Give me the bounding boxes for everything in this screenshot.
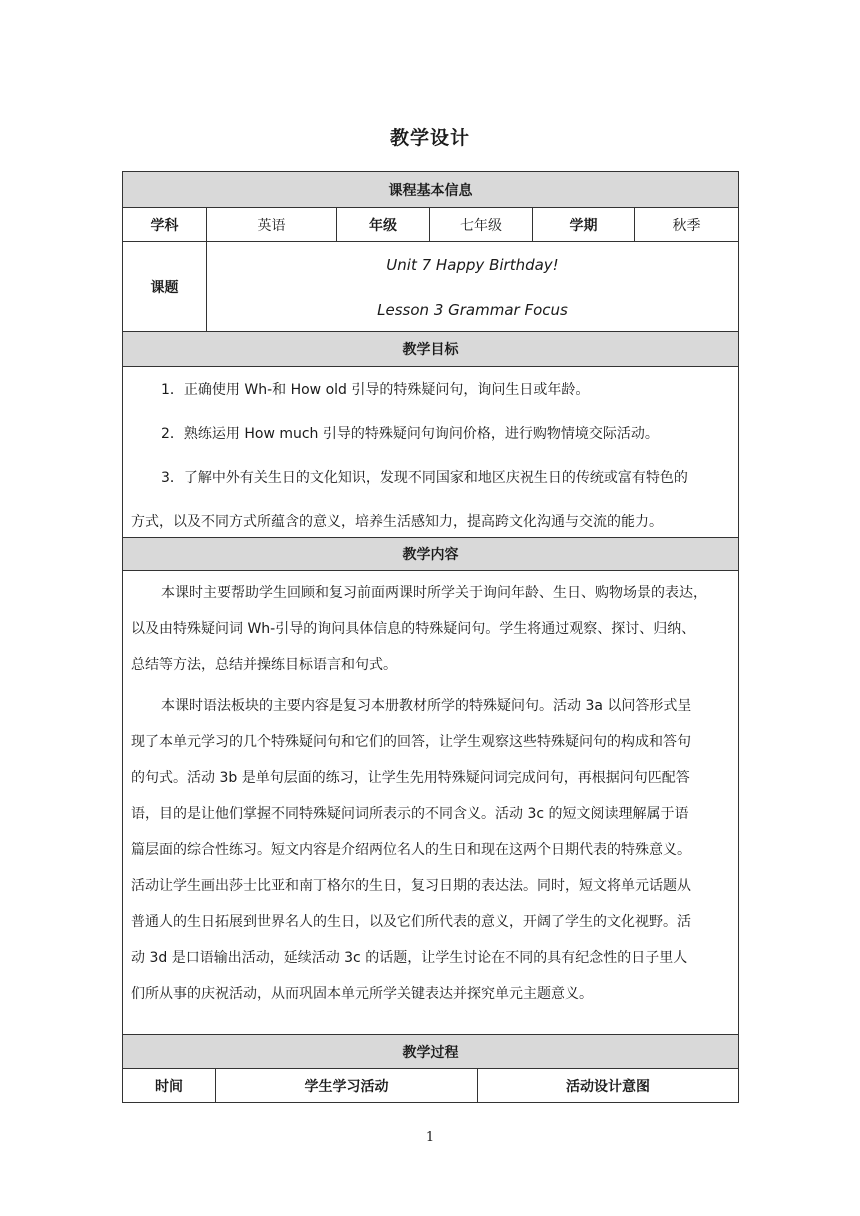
- content-p2-line1: 本课时语法板块的主要内容是复习本册教材所学的特殊疑问句。活动 3a 以问答形式呈: [161, 698, 692, 714]
- process-col-activity: 学生学习活动: [304, 1078, 389, 1095]
- objective-item-3-line1: 3．了解中外有关生日的文化知识，发现不同国家和地区庆祝生日的传统或富有特色的: [161, 470, 688, 486]
- subject-value: 英语: [257, 217, 286, 234]
- content-p2-line3: 的句式。活动 3b 是单句层面的练习，让学生先用特殊疑问词完成问句，再根据问句匹配答: [131, 770, 690, 786]
- basic-info-header-text: 课程基本信息: [388, 182, 473, 199]
- document-title: 教学设计: [389, 127, 470, 149]
- content-p2-line7: 普通人的生日拓展到世界名人的生日，以及它们所代表的意义，开阔了学生的文化视野。活: [131, 914, 691, 930]
- content-p2-line5: 篇层面的综合性练习。短文内容是介绍两位名人的生日和现在这两个日期代表的特殊意义。: [131, 842, 691, 858]
- grade-label: 年级: [369, 217, 397, 234]
- content-paragraph-1: [131, 575, 731, 683]
- content-paragraph-2: [131, 688, 731, 1012]
- term-label: 学期: [569, 217, 598, 234]
- content-p1-line3: 总结等方法，总结并操练目标语言和句式。: [131, 657, 397, 673]
- topic-lesson-title: Lesson 3 Grammar Focus: [377, 301, 568, 319]
- topic-label: 课题: [150, 279, 179, 296]
- process-col-time: 时间: [155, 1078, 183, 1095]
- content-p1-line1: 本课时主要帮助学生回顾和复习前面两课时所学关于询问年龄、生日、购物场景的表达，: [161, 585, 707, 601]
- process-header-text: 教学过程: [402, 1044, 459, 1061]
- content-header-text: 教学内容: [402, 547, 459, 563]
- basic-info-header: [123, 172, 738, 207]
- content-p2-line9: 们所从事的庆祝活动，从而巩固本单元所学关键表达并探究单元主题意义。: [131, 986, 593, 1002]
- objective-item-2: 2．熟练运用 How much 引导的特殊疑问句询问价格，进行购物情境交际活动。: [161, 426, 659, 442]
- page-number: 1: [425, 1130, 435, 1145]
- content-header: [123, 538, 738, 570]
- lesson-design-table: [122, 171, 739, 1103]
- content-p2-line8: 动 3d 是口语输出活动，延续活动 3c 的话题，让学生讨论在不同的具有纪念性的日子里人: [131, 950, 688, 966]
- content-p1-line2: 以及由特殊疑问词 Wh-引导的询问具体信息的特殊疑问句。学生将通过观察、探讨、归纳、: [131, 621, 696, 637]
- process-col-intent: 活动设计意图: [566, 1078, 650, 1095]
- objectives-list: [131, 372, 731, 540]
- content-p2-line6: 活动让学生画出莎士比亚和南丁格尔的生日，复习日期的表达法。同时，短文将单元话题从: [131, 878, 691, 894]
- objectives-header-text: 教学目标: [402, 342, 459, 358]
- objective-item-1: 1．正确使用 Wh-和 How old 引导的特殊疑问句，询问生日或年龄。: [161, 382, 590, 398]
- objective-item-3-line2: 方式，以及不同方式所蕴含的意义，培养生活感知力，提高跨文化沟通与交流的能力。: [131, 514, 663, 530]
- topic-unit-title: Unit 7 Happy Birthday!: [386, 256, 559, 274]
- subject-label: 学科: [150, 217, 179, 234]
- content-p2-line4: 语，目的是让他们掌握不同特殊疑问词所表示的不同含义。活动 3c 的短文阅读理解属于语: [131, 806, 689, 822]
- objectives-header: [123, 332, 738, 366]
- term-value: 秋季: [672, 217, 701, 234]
- content-p2-line2: 现了本单元学习的几个特殊疑问句和它们的回答，让学生观察这些特殊疑问句的构成和答句: [131, 734, 691, 750]
- process-header: [123, 1035, 738, 1068]
- grade-value: 七年级: [460, 217, 502, 234]
